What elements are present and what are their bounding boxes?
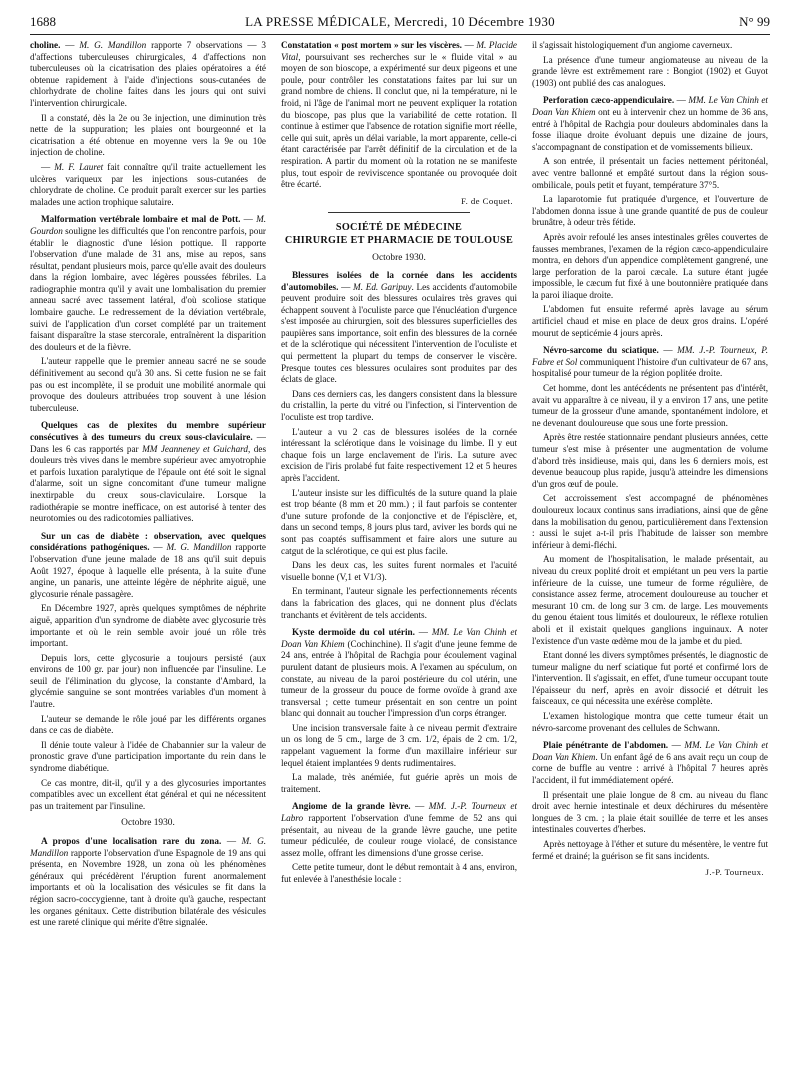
paragraph: L'abdomen fut ensuite refermé après lavage au sérum artificiel chaud et mise en place de deux gros drains. L'opéré mourut de septicémie 4 jours après. [532,304,768,338]
section-post-mortem: Constatation « post mortem » sur les viscères. — M. Placide Vital, poursuivant ses recherches sur le « fluide vital » au moyen de son bioscope, a expérimenté sur deux pigeons et une poule, pour contrôler les constatations faites par lui sur un grand nombre de chiens. Il conclut que, ni la température, ni le froid, ni l'âge de l'animal mort ne peuvent expliquer la rotation du bioscope, pas plus que la variabilité de cette rotation. Il continue à estimer que l'absence de rotation signifie mort réelle, celle qui suit, après un délai variable, la mort apparente, celle-ci étant caractérisée par l'arrêt définitif de la circulation et de la respiration. A partir du moment où la rotation ne se manifeste plus, tout espoir de reviviscence spontanée ou provoquée doit être écarté. [281,40,517,190]
paragraph: — M. F. Lauret fait connaître qu'il traite actuellement les ulcères variqueux par les injections sous-cutanées de chlorydrate de choline. Ce produit paraît exercer sur les parties malades une action trophique salutaire. [30,161,266,207]
society-line-2: CHIRURGIE ET PHARMACIE DE TOULOUSE [284,235,514,247]
paragraph: Etant donné les divers symptômes présentés, le diagnostic de tumeur maligne du nerf sciatique fut porté et confirmé lors de l'intervention. Il s'agissait, en effet, d'une tumeur occupant toute l'épaisseur du nerf, après en avoir dissocié et détruit les faisceaux, ce qui nécessita une exérèse complète. [532,650,768,707]
paragraph: choline. — M. G. Mandillon rapporte 7 observations — 3 d'affections tuberculeuses chirurgicales, 4 d'affections non tuberculeuses où la cicatrisation des plaies opératoires a été obtenue rapidement à l'aide d'injections sous-cutanées de chlorhydrate de choline faites dans les jours qui ont suivi l'intervention chirurgicale. [30,40,266,108]
paragraph: Après nettoyage à l'éther et suture du mésentère, le ventre fut fermé et drainé; la guérison se fit sans incidents. [532,839,768,861]
paragraph: La malade, très anémiée, fut guérie après un mois de traitement. [281,772,517,794]
section-malformation: Malformation vertébrale lombaire et mal de Pott. — M. Gourdon souligne les difficultés que l'on rencontre parfois, pour établir le diagnostic d'une lésion pottique. Il rapporte l'observation d'une malade de 31 ans, mise au repos, sans résultat, pendant plusieurs mois, parce qu'elle avait des douleurs dans la région lombaire, avec légères poussées fébriles. La radiographie montra qu'il y avait une lombalisation du premier anneau sacré avec tassement latéral, d'où scoliose statique lombaire gauche. Le redressement de la déviation vertébrale, suivi de l'application d'un corset complété par un traitement faisant disparaître la stase stercorale, entraînèrent la disparition des douleurs et de la fièvre. [30,214,266,352]
section-plaie-abdomen: Plaie pénétrante de l'abdomen. — MM. Le Van Chinh et Doan Van Khiem. Un enfant âgé de 6 ans avait reçu un coup de corne de buffle au ventre : arrivé à l'hôpital 7 heures après l'accident, il fut immédiatement opéré. [532,740,768,786]
paragraph: Il présentait une plaie longue de 8 cm. au niveau du flanc droit avec hernie intestinale et deux déchirures du mésentère longues de 3 cm. ; la plaie était souillée de terre et les anses intestinales couvertes d'herbes. [532,789,768,835]
paragraph: L'auteur insiste sur les difficultés de la suture quand la plaie est trop béante (8 mm et 20 mm.) ; il faut parfois se contenter d'une suture profonde de la conjonctive et de l'épisclère, et, dans un second temps, 8 jours plus tard, aviver les bords qui ne sont pas coaptés suffisamment et faire alors une suture au catgut de la sclérotique, ce qui est plus facile. [281,487,517,556]
author-signature: F. de Coquet. [461,195,513,206]
section-kyste: Kyste dermoïde du col utérin. — MM. Le Van Chinh et Doan Van Khiem (Cochinchine). Il s'agit d'une jeune femme de 24 ans, entrée à l'hôpital de Rachgia pour écoulement vaginal purulent datant de plusieurs mois. A l'examen au spéculum, on constate, au niveau de la paroi postérieure du col utérin, une tumeur de la grosseur du pouce de forme ovoïde à grand axe transversal ; cette tumeur présentait en son centre un point blanc qui donnait au toucher l'impression d'un corps étranger. [281,627,517,719]
paragraph: L'auteur se demande le rôle joué par les différents organes dans ce cas de diabète. [30,713,266,736]
paragraph: il s'agissait histologiquement d'un angiome caverneux. [532,40,733,50]
paragraph: Dans ces derniers cas, les dangers consistent dans la blessure du cristallin, la perte du vitré ou l'infection, si l'intervention de l'oculiste est trop tardive. [281,388,517,423]
paragraph: Après avoir refoulé les anses intestinales grêles couvertes de fausses membranes, l'examen de la région cæco-appendiculaire montra, en dehors d'un appendice complètement gangrené, une large perforation de la paroi cæcale. La suture étant jugée impossible, le cæcum fut fixé à une boutonnière pratiquée dans la paroi iliaque droite. [532,231,768,300]
column-2 [281,40,517,1076]
section-zona: A propos d'une localisation rare du zona. — M. G. Mandillon rapporte l'observation d'une Espagnole de 19 ans qui présenta, en Novembre 1928, un zona où les phénomènes généraux qui précédèrent l'éruption furent anormalement importants et où la localisation des vésicules se fit dans la région sacro-coccygienne, tant à droite qu'à gauche, respectant les organes génitaux. Cette distribution bilatérale des vésicules est une rareté clinique qui mérite d'être signalée. [30,836,266,928]
paragraph: Après être restée stationnaire pendant plusieurs années, cette tumeur s'est mise à présenter une augmentation de volume d'abord très insidieuse, mais qui, dans les 6 derniers mois, est devenue beaucoup plus rapide, jusqu'à atteindre les dimensions d'un gros œuf de poule. [532,432,768,489]
paragraph: En Décembre 1927, après quelques symptômes de néphrite aiguë, apparition d'un syndrome de diabète avec glycosurie très importante et où le rein semble avoir joué un rôle très important. [30,603,266,649]
author-signature: J.-P. Tourneux. [705,867,764,878]
paragraph: Il a constaté, dès la 2e ou 3e injection, une diminution très nette de la suppuration; les plaies ont bourgeonné et la cicatrisation a été obtenue en moyenne vers la 9e ou 10e injection de choline. [30,112,266,158]
paragraph: La présence d'une tumeur angiomateuse au niveau de la grande lèvre est extrêmement rare : Bongiot (1902) et Guyot (1903) ont publié des cas analogues. [532,54,768,88]
section-nevro-sarcome: Névro-sarcome du sciatique. — MM. J.-P. Tourneux, P. Fabre et Sol communiquent l'histoire d'un cultivateur de 67 ans, hospitalisé pour tumeur de la région poplitée droite. [532,345,768,379]
paragraph: L'auteur a vu 2 cas de blessures isolées de la cornée intéressant la sclérotique dans le voisinage du limbe. Il y eut chaque fois un large enclavement de l'iris. La suture avec excision de l'iris prolabé fut faite respectivement 12 et 5 heures après l'accident. [281,426,517,483]
column-3 [532,40,768,1076]
session-date: Octobre 1930. [121,818,175,829]
section-diabete: Sur un cas de diabète : observation, avec quelques considérations pathogéniques. — M. G. Mandillon rapporte l'observation d'une jeune malade de 18 ans qu'il suit depuis Août 1927, époque à laquelle elle présenta, à la suite d'une angine, un panaris, une atteinte légère de néphrite aiguë, une glycosurie rénale passagère. [30,530,266,599]
section-angiome: Angiome de la grande lèvre. — MM. J.-P. Tourneux et Labro rapportent l'observation d'une femme de 52 ans qui présentait, au niveau de la grande lèvre gauche, une petite tumeur pédiculée, de couleur rouge violacé, de consistance assez molle, offrant les dimensions d'une grosse cerise. [281,801,517,858]
divider [328,212,470,213]
paragraph: Il dénie toute valeur à l'idée de Chabannier sur la valeur de pronostic grave d'une participation importante du rein dans le syndrome diabétique. [30,739,266,774]
society-heading [281,221,517,247]
paragraph: La laparotomie fut pratiquée d'urgence, et l'ouverture de l'abdomen donna issue à une grande quantité de pus de couleur brunâtre, à odeur très fétide. [532,194,768,228]
section-plexites: Quelques cas de plexites du membre supérieur consécutives à des tumeurs du creux sous-claviculaire. — Dans les 6 cas rapportés par MM Jeanneney et Guichard, des douleurs très vives dans le membre supérieur avec amyotrophie et parfois luxation paralytique de l'épaule ont été soit le signal d'alarme, soit un signe concomitant d'une tumeur maligne inextirpable du creux sous-claviculaire. Lorsque la radiothérapie se montre inefficace, on est autorisé à tenter des neurotomies ou des radicotomies palliatives. [30,420,266,524]
column-1 [30,40,266,1076]
paragraph: A son entrée, il présentait un facies nettement péritonéal, avec ventre ballonné et empâté surtout dans la région sous-ombilicale, pouls petit et fuyant, température 37°5. [532,156,768,190]
society-line-1: SOCIÉTÉ DE MÉDECINE [335,222,463,234]
session-date: Octobre 1930. [372,253,426,264]
page-number: 1688 [30,14,56,29]
section-perforation: Perforation cæco-appendiculaire. — MM. Le Van Chinh et Doan Van Khiem ont eu à intervenir chez un homme de 36 ans, entré à l'hôpital de Rachgia pour douleurs abdominales dans la fosse iliaque droite évoluant depuis une dizaine de jours, s'accompagnant de constipation et de vomissements bilieux. [532,95,768,152]
section-blessures-cornee: Blessures isolées de la cornée dans les accidents d'automobiles. — M. Ed. Garipuy. Les accidents d'automobile peuvent produire soit des blessures oculaires très graves qui échappent souvent à l'oculiste parce que l'énucléation d'urgence s'est imposée au chirurgien, soit des blessures superficielles des paupières sans importance, soit enfin des blessures de la cornée et de la sclérotique qui nécessitent l'intervention de l'oculiste et qui permettent la plupart du temps de conserver le viscère. Presque toutes ces blessures oculaires sont produites par des éclats de glace. [281,269,517,385]
paragraph: Cet homme, dont les antécédents ne présentent pas d'intérêt, avait vu apparaître à ce niveau, il y a environ 17 ans, une petite tumeur de la grosseur d'une amande, spontanément indolore, et ne devenant douloureuse que sous une forte pression. [532,383,768,428]
paragraph: L'examen histologique montra que cette tumeur était un névro-sarcome provenant des cellules de Schwann. [532,711,768,733]
paragraph: Cette petite tumeur, dont le début remontait à 4 ans, environ, fut enlevée à l'anesthésie locale : [281,862,517,884]
paragraph: Ce cas montre, dit-il, qu'il y a des glycosuries importantes compatibles avec un excellent état général et qui ne nécessitent pas un traitement par l'insuline. [30,777,266,811]
page-header [30,8,770,35]
article-columns [30,40,770,1076]
journal-title: LA PRESSE MÉDICALE, Mercredi, 10 Décembre 1930 [245,14,555,29]
paragraph: En terminant, l'auteur signale les perfectionnements récents dans la fabrication des glaces, qui ne donnent plus d'éclats tranchants et évitèrent de tels accidents. [281,586,517,620]
paragraph: Dans les deux cas, les suites furent normales et l'acuité visuelle bonne (V,1 et V1/3). [281,560,517,582]
paragraph: L'auteur rappelle que le premier anneau sacré ne se soude définitivement au second qu'à 30 ans. Si cette fusion ne se fait pas ou est incomplète, il se produit une mobilité anormale qui provoque des douleurs attribuées trop souvent à une lésion tuberculeuse. [30,356,266,413]
paragraph: Une incision transversale faite à ce niveau permit d'extraire un os long de 5 cm., large de 3 cm. 1/2, épais de 2 cm. 1/2, rappelant vaguement la forme d'un maxillaire inférieur sur lequel étaient implantées 9 dents rudimentaires. [281,722,517,768]
paragraph: Depuis lors, cette glycosurie a toujours persisté (aux environs de 100 gr. par jour) non influencée par l'insuline. Le seuil de l'élimination du glycose, la constante d'Ambard, la glycémie sanguine se sont montrées variables d'un moment à l'autre. [30,652,266,710]
paragraph: Au moment de l'hospitalisation, le malade présentait, au niveau du creux poplité droit et empiétant un peu vers la partie inférieure de la cuisse, une tumeur de forme régulière, de consistance assez ferme, atrocement douloureuse au toucher et mesurant 10 cm. de long sur 3 cm. de large. Les mouvements du genou étaient tous limités et douloureux, le réflexe rotulien aboli et il existait quelques ganglions inguinaux. A noter l'existence d'un vaste œdème mou de la jambe et du pied. [532,554,768,646]
paragraph: Cet accroissement s'est accompagné de phénomènes douloureux locaux continus sans irradiations, ainsi que de gêne dans la mobilisation du genou, particulièrement dans l'extension : aussi le sujet a-t-il pris l'habitude de laisser son membre inférieur à demi-fléchi. [532,493,768,550]
issue-number: N° 99 [739,14,770,29]
